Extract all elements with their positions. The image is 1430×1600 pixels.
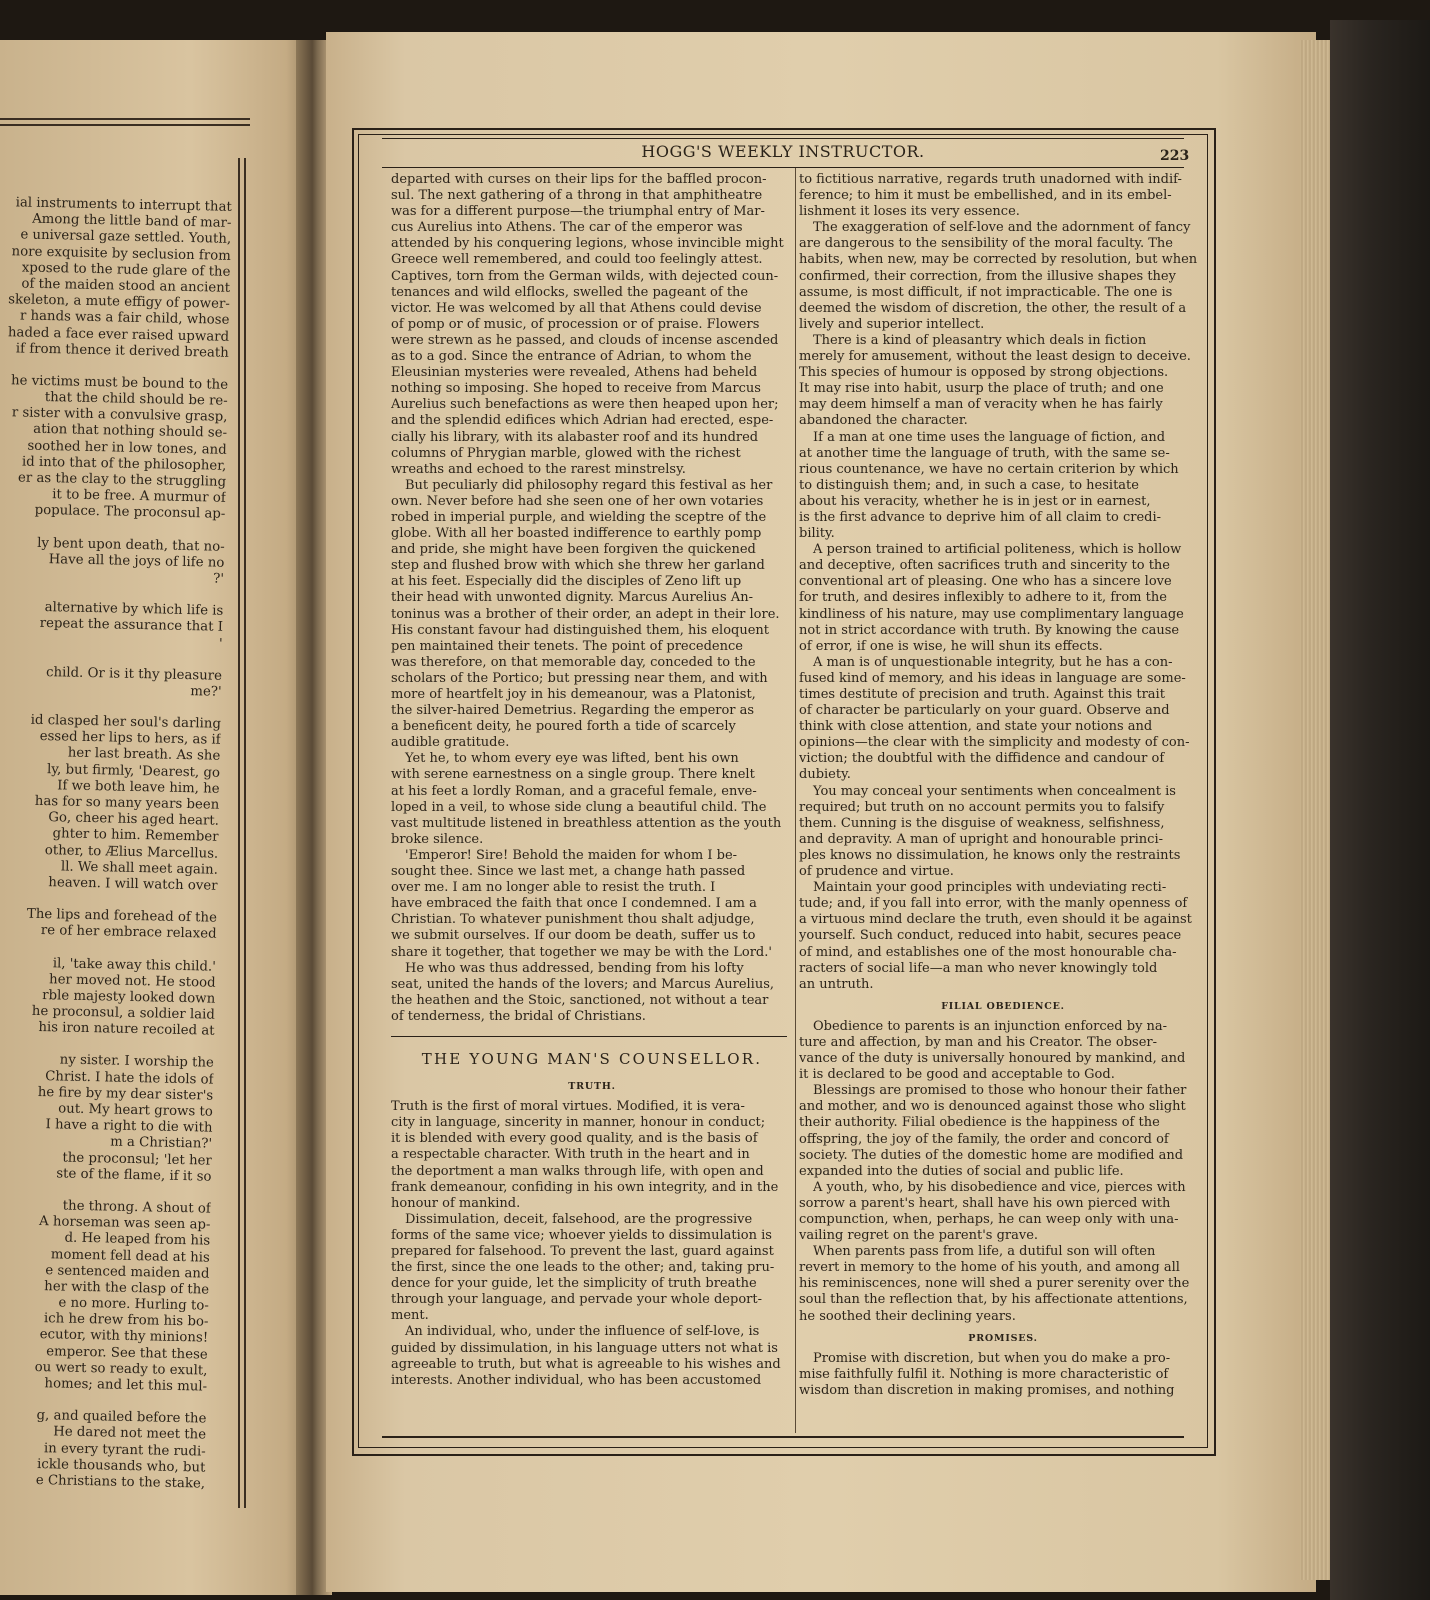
left-page-top-rule-2 — [0, 124, 250, 126]
left-page-frame-rule — [238, 158, 240, 1508]
text-line: Maintain your good principles with undeviating recti- — [813, 880, 1167, 896]
paragraph — [799, 333, 1207, 430]
text-line: r hands was a fair child, whose — [19, 308, 230, 329]
text-line: globe. With all her boasted indifference to earthly pomp — [391, 526, 762, 542]
text-line: lively and superior intellect. — [799, 316, 985, 332]
text-line: child. Or is it thy pleasure — [45, 664, 223, 684]
text-line: times destitute of precision and truth. Against this trait — [799, 687, 1165, 702]
paragraph — [0, 599, 223, 652]
section-title: THE YOUNG MAN'S COUNSELLOR. — [421, 1049, 763, 1068]
text-line: is the first advance to deprive him of all claim to credi- — [799, 509, 1162, 525]
text-line: his reminiscences, none will shed a purer serenity over the — [799, 1276, 1190, 1292]
truth-article-continued — [799, 172, 1207, 993]
text-line: This species of humour is opposed by strong objections. — [799, 365, 1169, 381]
text-line: opinions—the clear with the simplicity and modesty of con- — [799, 735, 1190, 751]
text-line: the deportment a man walks through life, with open and — [391, 1163, 764, 1179]
text-line: rble majesty looked down — [42, 987, 216, 1007]
text-line: ny sister. I worship the — [59, 1052, 215, 1072]
paragraph — [799, 880, 1207, 993]
text-line: departed with curses on their lips for the baffled procon- — [391, 172, 767, 187]
paragraph — [799, 542, 1207, 655]
text-line: loped in a veil, to whose side clung a beautiful child. The — [391, 799, 767, 815]
text-line: tenances and wild elflocks, swelled the pageant of the — [391, 284, 749, 300]
text-line: of the maiden stood an ancient — [21, 276, 231, 296]
page-number: 223 — [1160, 148, 1190, 164]
text-line: g, and quailed before the — [36, 1408, 207, 1427]
text-line: Dissimulation, deceit, falsehood, are the progressive — [405, 1211, 753, 1227]
paragraph — [0, 534, 225, 587]
paragraph — [391, 172, 793, 478]
text-line: soothed her in low tones, and — [27, 438, 227, 458]
text-line: he victims must be bound to the — [10, 373, 229, 393]
text-line: the first, since the one leads to the other; and, taking pru- — [391, 1260, 775, 1276]
text-line: of prudence and virtue. — [799, 864, 954, 880]
text-line: think with close attention, and state your notions and — [799, 719, 1153, 735]
text-line: e universal gaze settled. Youth, — [20, 227, 232, 248]
left-page-top-rule — [0, 118, 250, 120]
promises-article — [799, 1351, 1207, 1399]
text-line: skeleton, a mute effigy of power- — [8, 292, 230, 312]
text-line: xposed to the rude glare of the — [21, 260, 231, 280]
text-line: heaven. I will watch over — [48, 875, 218, 894]
text-line: Among the little band of mar- — [31, 211, 232, 232]
text-line: 'Emperor! Sire! Behold the maiden for whom I be- — [405, 847, 738, 863]
truth-article — [391, 1099, 793, 1389]
text-line: essed her lips to hers, as if — [39, 729, 221, 748]
text-line: e no more. Hurling to- — [58, 1295, 209, 1314]
text-line: her moved not. He stood — [48, 971, 216, 991]
text-line: it is declared to be good and acceptable to God. — [799, 1067, 1115, 1083]
text-line: attended by his conquering legions, whose invincible might — [391, 236, 784, 252]
text-line: for truth, and desires inflexibly to adhere to it, from the — [799, 590, 1167, 606]
text-line: a respectable character. With truth in the heart and in — [391, 1147, 750, 1163]
text-line: bility. — [799, 526, 835, 542]
text-line: revert in memory to the home of his youth, and among all — [799, 1260, 1180, 1276]
text-line: assume, is most difficult, if not impracticable. The one is — [799, 284, 1173, 300]
paragraph — [0, 906, 217, 943]
text-line: step and flushed brow with which she threw her garland — [391, 558, 765, 574]
text-line: a beneficent deity, he poured forth a tide of scarcely — [391, 719, 736, 735]
text-line: ecutor, with thy minions! — [39, 1327, 209, 1347]
text-line: If a man at one time uses the language of fiction, and — [813, 429, 1166, 445]
text-line: we submit ourselves. If our doom be death, suffer us to — [391, 928, 756, 944]
text-line: scholars of the Portico; but pressing near them, and with — [391, 670, 768, 686]
text-line: and deceptive, often sacrifices truth and sincerity to the — [799, 558, 1170, 574]
text-line: his iron nature recoiled at — [38, 1020, 215, 1039]
text-line: prepared for falsehood. To prevent the last, guard against — [391, 1244, 774, 1259]
text-line: confirmed, their correction, from the illusive shapes they — [799, 268, 1176, 284]
text-line: nore exquisite by seclusion from — [11, 243, 231, 264]
text-line: required; but truth on no account permits you to falsify — [799, 799, 1165, 815]
text-line: homes; and let this mul- — [44, 1376, 208, 1395]
text-line: r sister with a convulsive grasp, — [11, 405, 228, 426]
paragraph — [0, 1407, 207, 1493]
text-line: city in language, sincerity in manner, honour in conduct; — [391, 1115, 766, 1131]
text-line: ference; to him it must be embellished, and in its embel- — [799, 188, 1172, 204]
paragraph — [0, 373, 228, 524]
text-line: pen maintained their tenets. The point of precedence — [391, 638, 743, 654]
paragraph — [391, 961, 793, 1025]
text-line: I have a right to die with — [45, 1117, 213, 1136]
text-line: vailing regret on the parent's grave. — [799, 1228, 1039, 1244]
paragraph — [799, 430, 1207, 543]
left-page-text — [0, 195, 232, 1493]
text-line: ples knows no dissimulation, he knows only the restraints — [799, 847, 1181, 863]
text-line: sorrow a parent's heart, shall have his own pierced with — [799, 1195, 1171, 1211]
text-line: Blessings are promised to those who honour their father — [813, 1083, 1187, 1099]
text-line: deemed the wisdom of discretion, the other, the result of a — [799, 300, 1187, 316]
text-line: compunction, when, perhaps, he can weep only with una- — [799, 1212, 1179, 1227]
text-line: me?' — [190, 683, 222, 700]
text-line: id clasped her soul's darling — [30, 712, 222, 732]
text-line: Go, cheer his aged heart. — [48, 810, 220, 829]
text-line: A man is of unquestionable integrity, but he has a con- — [813, 654, 1173, 670]
text-line: an untruth. — [799, 976, 874, 992]
text-line: kindliness of his nature, may use complimentary language — [799, 606, 1184, 622]
left-page — [0, 40, 318, 1595]
text-line: moment fell dead at his — [50, 1246, 210, 1266]
text-line: soul than the reflection that, by his affectionate attentions, — [799, 1292, 1188, 1308]
text-line: frank demeanour, confiding in his own integrity, and in the — [391, 1179, 779, 1195]
text-line: offspring, the joy of the family, the order and concord of — [799, 1131, 1169, 1147]
text-line: expanded into the duties of social and public life. — [799, 1163, 1124, 1179]
paragraph — [0, 712, 221, 895]
text-line: the silver-haired Demetrius. Regarding the emperor as — [391, 703, 755, 719]
paragraph — [391, 848, 793, 961]
text-line: merely for amusement, without the least design to deceive. — [799, 349, 1191, 365]
text-line: He dared not meet the — [53, 1424, 207, 1443]
right-column — [799, 172, 1207, 1399]
text-line: ste of the flame, if it so — [56, 1166, 212, 1185]
text-line: their authority. Filial obedience is the happiness of the — [799, 1115, 1160, 1131]
text-line: cus Aurelius into Athens. The car of the emperor was — [391, 220, 743, 236]
text-line: ment. — [391, 1308, 429, 1324]
text-line: He who was thus addressed, bending from his lofty — [405, 960, 744, 976]
story-continuation — [391, 172, 793, 1025]
text-line: toninus was a brother of their order, an adept in their lore. — [391, 606, 780, 622]
text-line: lishment it loses its very essence. — [799, 204, 1020, 220]
text-line: was therefore, on that memorable day, conceded to the — [391, 654, 756, 670]
text-line: about his veracity, whether he is in jest or in earnest, — [799, 493, 1151, 509]
text-line: You may conceal your sentiments when concealment is — [813, 783, 1176, 799]
left-page-frame-rule-2 — [244, 158, 246, 1508]
text-line: audible gratitude. — [391, 735, 510, 751]
text-line: conventional art of pleasing. One who has a sincere love — [799, 574, 1172, 590]
text-line: dubiety. — [799, 767, 851, 783]
text-line: Aurelius such benefactions as were then heaped upon her; — [391, 397, 779, 413]
text-line: e sentenced maiden and — [45, 1262, 210, 1282]
text-line: The exaggeration of self-love and the adornment of fancy — [813, 220, 1191, 236]
text-line: His constant favour had distinguished them, his eloquent — [391, 622, 770, 638]
text-line: An individual, who, under the influence of self-love, is — [405, 1324, 760, 1340]
text-line: of pomp or of music, of procession or of praise. Flowers — [391, 316, 760, 332]
text-line: ll. We shall meet again. — [60, 859, 219, 878]
text-line: Obedience to parents is an injunction enforced by na- — [813, 1018, 1168, 1034]
text-line: When parents pass from life, a dutiful son will often — [813, 1244, 1156, 1260]
left-column — [391, 172, 793, 1389]
text-line: if from thence it derived breath — [15, 341, 229, 361]
subheading-truth: TRUTH. — [568, 1081, 616, 1093]
paragraph — [0, 1051, 214, 1185]
text-line: cially his library, with its alabaster roof and its hundred — [391, 429, 759, 445]
text-line: Captives, torn from the German wilds, with dejected coun- — [391, 268, 779, 284]
text-line: Promise with discretion, but when you do make a pro- — [813, 1350, 1171, 1366]
text-line: d. He leaped from his — [64, 1230, 211, 1249]
text-line: more of heartfelt joy in his demeanour, was a Platonist, — [391, 687, 756, 702]
text-line: it is blended with every good quality, and is the basis of — [391, 1131, 758, 1147]
text-line: A youth, who, by his disobedience and vice, pierces with — [813, 1179, 1186, 1195]
text-line: at his feet a lordly Roman, and a graceful female, enve- — [391, 783, 757, 799]
text-line: seat, united the hands of the lovers; and Marcus Aurelius, — [391, 976, 775, 992]
text-line: il, 'take away this child.' — [52, 955, 217, 975]
text-line: Yet he, to whom every eye was lifted, bent his own — [405, 751, 739, 767]
text-line: emperor. See that these — [46, 1343, 208, 1363]
paragraph — [799, 1019, 1207, 1083]
text-line: of mind, and establishes one of the most honourable cha- — [799, 944, 1177, 960]
paragraph — [799, 1244, 1207, 1324]
text-line: sul. The next gathering of a throng in that amphitheatre — [391, 188, 763, 204]
text-line: in every tyrant the rudi- — [43, 1440, 206, 1460]
text-line: tude; and, if you fall into error, with the manly openness of — [799, 896, 1188, 912]
text-line: society. The duties of the domestic home are modified and — [799, 1147, 1184, 1163]
text-line: honour of mankind. — [391, 1195, 521, 1211]
text-line: ial instruments to interrupt that — [15, 195, 232, 215]
text-line: It may rise into habit, usurp the place of truth; and one — [799, 381, 1164, 397]
text-line: broke silence. — [391, 831, 484, 847]
paragraph — [0, 1197, 211, 1396]
text-line: and the splendid edifices which Adrian had erected, espe- — [391, 413, 774, 429]
text-line: through your language, and pervade your whole deport- — [391, 1292, 762, 1308]
text-line: wisdom than discretion in making promises, and nothing — [799, 1382, 1175, 1398]
footer-rule — [382, 1436, 1184, 1438]
text-line: to distinguish them; and, in such a case, to hesitate — [799, 477, 1139, 493]
text-line: If we both leave him, he — [56, 778, 220, 797]
paragraph — [0, 664, 222, 701]
text-line: vast multitude listened in breathless attention as the youth — [391, 815, 782, 831]
paragraph — [0, 195, 232, 362]
paragraph — [799, 1180, 1207, 1244]
text-line: Eleusinian mysteries were revealed, Athens had beheld — [391, 365, 758, 381]
text-line: a virtuous mind declare the truth, even should it be against — [799, 912, 1192, 928]
text-line: he soothed their declining years. — [799, 1308, 1016, 1324]
text-line: were strewn as he passed, and clouds of incense ascended — [391, 332, 779, 348]
text-line: ation that nothing should se- — [33, 422, 228, 442]
paragraph — [799, 172, 1207, 220]
text-line: Christ. I hate the idols of — [45, 1068, 214, 1088]
paragraph — [799, 220, 1207, 333]
text-line: at his feet. Especially did the disciples of Zeno lift up — [391, 574, 742, 590]
text-line: m a Christian?' — [109, 1134, 213, 1153]
text-line: Christian. To whatever punishment thou shalt adjudge, — [391, 912, 755, 928]
header-rule-top — [382, 138, 1184, 139]
column-divider — [795, 168, 796, 1433]
paragraph — [799, 784, 1207, 881]
text-line: Truth is the first of moral virtues. Modified, it is vera- — [391, 1099, 745, 1115]
text-line: forms of the same vice; whoever yields to dissimulation is — [391, 1227, 772, 1243]
text-line: of error, if one is wise, he will shun its effects. — [799, 638, 1103, 654]
text-line: wreaths and echoed to the rarest minstrelsy. — [391, 461, 686, 477]
text-line: A horseman was seen ap- — [38, 1214, 211, 1233]
text-line: ghter to him. Remember — [52, 826, 219, 846]
text-line: robed in imperial purple, and wielding the sceptre of the — [391, 509, 767, 525]
text-line: interests. Another individual, who has been accustomed — [391, 1372, 762, 1388]
text-line: re of her embrace relaxed — [40, 923, 217, 943]
text-line: sought thee. Since we last met, a change hath passed — [391, 864, 746, 880]
text-line: haded a face ever raised upward — [7, 324, 230, 345]
text-line: share it together, that together we may be with the Lord.' — [391, 944, 772, 960]
text-line: as to a god. Since the entrance of Adrian, to whom the — [391, 349, 752, 365]
text-line: with serene earnestness on a single group. There knelt — [391, 767, 755, 783]
text-line: agreeable to truth, but what is agreeable to his wishes and — [391, 1356, 781, 1372]
filial-obedience-article — [799, 1019, 1207, 1325]
text-line: guided by dissimulation, in his language utters not what is — [391, 1340, 778, 1356]
text-line: that the child should be re- — [44, 390, 228, 409]
text-line: Have all the joys of life no — [48, 551, 225, 571]
text-line: columns of Phrygian marble, glowed with the richest — [391, 445, 741, 461]
paragraph — [799, 655, 1207, 784]
text-line: them. Cunning is the disguise of weakness, selfishness, — [799, 815, 1165, 831]
paragraph — [391, 1212, 793, 1325]
text-line: The lips and forehead of the — [26, 906, 218, 926]
text-line: have embraced the faith that once I condemned. I am a — [391, 896, 757, 912]
text-line: ickle thousands who, but — [36, 1456, 206, 1476]
text-line: mise faithfully fulfil it. Nothing is more characteristic of — [799, 1366, 1169, 1382]
text-line: the throng. A shout of — [62, 1198, 211, 1217]
paragraph — [391, 478, 793, 752]
text-line: ly bent upon death, that no- — [37, 535, 225, 555]
header-rule-bottom — [382, 167, 1184, 168]
text-line: other, to Ælius Marcellus. — [44, 842, 219, 862]
text-line: e Christians to the stake, — [35, 1472, 206, 1492]
text-line: own. Never before had she seen one of her own votaries — [391, 493, 764, 509]
paragraph — [391, 1324, 793, 1388]
text-line: repeat the assurance that I — [39, 616, 224, 636]
text-line: But peculiarly did philosophy regard this festival as her — [405, 477, 773, 493]
text-line: racters of social life—a man who never knowingly told — [799, 960, 1158, 976]
text-line: dence for your guide, let the simplicity of truth breathe — [391, 1276, 757, 1292]
text-line: ture and affection, by man and his Creator. The obser- — [799, 1034, 1158, 1050]
paragraph — [391, 1099, 793, 1212]
text-line: populace. The proconsul ap- — [34, 503, 226, 523]
paragraph — [799, 1351, 1207, 1399]
text-line: her with the clasp of the — [44, 1279, 210, 1298]
text-line: There is a kind of pleasantry which deals in fiction — [813, 332, 1147, 348]
text-line: of character be particularly on your guard. Observe and — [799, 703, 1170, 719]
text-line: id into that of the philosopher, — [21, 454, 227, 474]
text-line: was for a different purpose—the triumphal entry of Mar- — [391, 204, 765, 220]
subheading-promises: PROMISES. — [968, 1332, 1038, 1344]
section-divider — [391, 1036, 787, 1037]
book-cover — [1330, 20, 1430, 1600]
text-line: rious countenance, we have no certain criterion by which — [799, 461, 1179, 477]
text-line: has for so many years been — [34, 793, 220, 813]
text-line: nothing so imposing. She hoped to receive from Marcus — [391, 381, 761, 397]
text-line: vance of the duty is universally honoured by mankind, and — [799, 1051, 1186, 1067]
text-line: habits, when new, may be corrected by resolution, but when — [799, 252, 1198, 268]
text-line: abandoned the character. — [799, 413, 968, 429]
text-line: their head with unwonted dignity. Marcus Aurelius An- — [391, 590, 754, 606]
running-head: HOGG'S WEEKLY INSTRUCTOR. — [641, 142, 925, 161]
paragraph — [799, 1083, 1207, 1180]
paragraph — [0, 954, 216, 1040]
text-line: alternative by which life is — [44, 600, 224, 619]
text-line: and mother, and wo is denounced against those who slight — [799, 1099, 1186, 1115]
text-line: victor. He was welcomed by all that Athens could devise — [391, 300, 762, 316]
text-line: he proconsul, a soldier laid — [31, 1003, 216, 1023]
text-line: A person trained to artificial politeness, which is hollow — [813, 542, 1182, 558]
text-line: viction; the doubtful with the diffidence and candour of — [799, 751, 1165, 767]
text-line: fused kind of memory, and his ideas in language are some- — [799, 670, 1186, 686]
text-line: ich he drew from his bo- — [43, 1311, 209, 1330]
text-line: ly, but firmly, 'Dearest, go — [46, 761, 221, 781]
text-line: are dangerous to the sensibility of the moral faculty. The — [799, 236, 1173, 252]
text-line: the heathen and the Stoic, sanctioned, not without a tear — [391, 992, 769, 1008]
text-line: her last breath. As she — [67, 745, 221, 765]
text-line: and pride, she might have been forgiven the quickened — [391, 542, 756, 558]
text-line: er as the clay to the struggling — [17, 470, 227, 490]
text-line: at another time the language of truth, with the same se- — [799, 445, 1170, 461]
text-line: and depravity. A man of upright and honourable princi- — [799, 831, 1163, 847]
text-line: over me. I am no longer able to resist the truth. I — [391, 880, 716, 896]
text-line: out. My heart grows to — [58, 1101, 213, 1120]
text-line: Greece well remembered, and could too feelingly attest. — [391, 252, 763, 268]
text-line: not in strict accordance with truth. By knowing the cause — [799, 622, 1180, 638]
text-line: it to be free. A murmur of — [52, 487, 226, 506]
text-line: he fire by my dear sister's — [37, 1084, 214, 1104]
subheading-filial-obedience: FILIAL OBEDIENCE. — [941, 1000, 1065, 1012]
text-line: ' — [218, 636, 223, 652]
text-line: may deem himself a man of veracity when he has fairly — [799, 397, 1163, 413]
text-line: ou wert so ready to exult, — [34, 1359, 208, 1379]
text-line: of tenderness, the bridal of Christians. — [391, 1008, 646, 1024]
text-line: the proconsul; 'let her — [62, 1150, 212, 1169]
text-line: yourself. Such conduct, reduced into habit, secures peace — [799, 928, 1182, 944]
text-line: ?' — [213, 571, 225, 587]
paragraph — [391, 751, 793, 848]
text-line: to fictitious narrative, regards truth unadorned with indif- — [799, 172, 1182, 187]
